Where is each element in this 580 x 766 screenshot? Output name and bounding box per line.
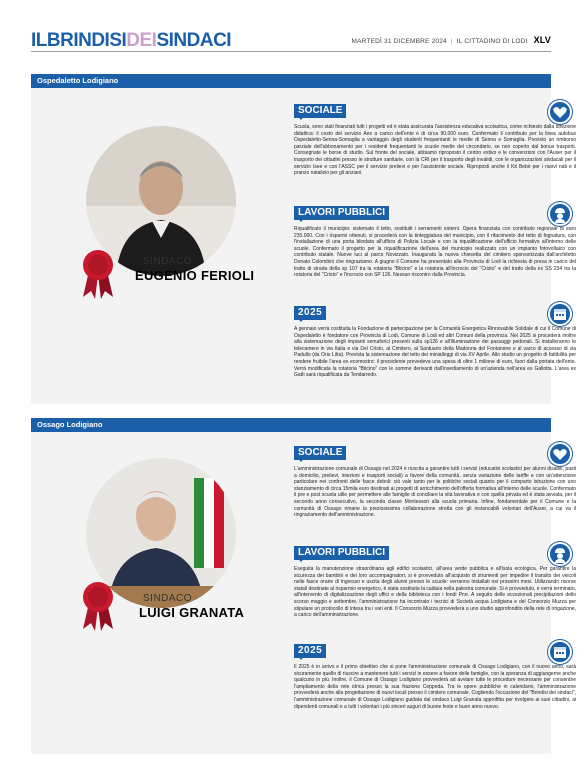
paper-name: IL CITTADINO DI LODI — [456, 38, 528, 45]
page-number: XLV — [533, 35, 551, 45]
tag-pointer — [296, 316, 306, 322]
section-title: Ospedaletto Lodigiano — [31, 74, 551, 88]
block-lavori-pubblici — [294, 542, 576, 619]
block-2025 — [294, 640, 576, 710]
mayor-role: SINDACO — [143, 593, 193, 604]
tag-lavori-pubblici: LAVORI PUBBLICI — [294, 546, 389, 560]
masthead — [31, 30, 551, 52]
worker-icon — [548, 202, 572, 226]
calendar-icon — [548, 302, 572, 326]
mayor-role: SINDACO — [143, 256, 193, 267]
block-text: L'amministrazione comunale di Ossago nel 2024 è riuscita a garantire tutti i servizi (educativi scolastici per alunni disabili, pasti a domicilio, prelievi, iniezioni e trasporti sociali) a favore della comunità, senza variazione delle tariffe e con un'attenzione particolare nei confronti delle fasce deboli: ciò vale tanto per le politiche sociali quanto per il comparto istruzione con uno stanziamento di circa 15mila euro destinati ai progetti di arricchimento dell'offerta formativa all'interno delle scuole. Confermato il pre e post scuola utile per permettere alle famiglie di conciliare la vita lavorativa e con quella privata ed è stata avviata, per il secondo anno consecutivo, la seconda classe Montessori alla scuola primaria. Infine, fondamentale per il Comune e la comunità di Ossago rimane la preziosissima collaborazione stretta con gli instancabili volontari dell'Auser, a cui va il ringraziamento dell'amministrazione. — [294, 466, 576, 519]
tag-pointer — [296, 114, 306, 120]
tag-lavori-pubblici: LAVORI PUBBLICI — [294, 206, 389, 220]
worker-icon — [548, 542, 572, 566]
brand-part-3: SINDACI — [156, 30, 232, 51]
calendar-icon — [548, 640, 572, 664]
block-sociale — [294, 442, 576, 519]
heart-icon — [548, 100, 572, 124]
brand-part-1: ILBRINDISI — [31, 30, 127, 51]
tag-sociale: SOCIALE — [294, 446, 346, 460]
tag-sociale: SOCIALE — [294, 104, 346, 118]
section-ospedaletto — [31, 74, 576, 404]
tag-pointer — [296, 216, 306, 222]
block-text: Il 2025 è in arrivo e il primo obiettivo che si pone l'amministrazione comunale di Ossago Lodigiano, con il nuovo anno, sarà sicuramente quello di riuscire a mantenere tutti i servizi in essere a favore delle famiglie, con la speranza di aggiungerne anche qualcuno in più. Inoltre, il Comune di Ossago Lodigiano provvederà ad avviare tutte le procedure necessarie per consentire l'ampliamento della rete idrica presso la sua frazione Ceppeda. Tra le opere pubbliche in calendario, l'amministrazione provvederà anche alla progettazione di nuovi loculi presso il cimitero comunale. Cogliendo l'occasione del "Brindisi dei sindaci", l'amministrazione comunale di Ossago Lodigiano guidata dal sindaco Luigi Granata approfitta per rivolgere ai suoi cittadini, ai dipendenti comunali e a tutti i volontari i più sinceri auguri di buone feste e buon anno nuovo. — [294, 664, 576, 710]
tag-2025: 2025 — [294, 306, 326, 320]
mayor-name: LUIGI GRANATA — [139, 605, 245, 620]
tag-pointer — [296, 456, 306, 462]
block-text: A gennaio verrà costituita la Fondazione di partecipazione per la Comunità Energetica Rinnovabile Solidale di cui il Comune di Ospedaletto è fondatore con Provincia di Lodi, Comune di Lodi ed altri Comuni della provincia. Nel 2025 si procederà inoltre alla sistemazione degli impianti semaforici presenti sulla sp126 e all'illuminazione dei passaggi pedonali. Si installeranno le telecamere in via Italia e via Del Cristo, al Cimitero, al Santuario della Madonna del Fontanone e al varco di accesso di via Padullo (da Orio Litta). Prevista la sistemazione del tetto dei minialloggi di via XV Aprile. Allo studio un progetto di fattibilità per rendere fruibile l'area ex ecomostro: il precedente prevedeva una spesa di oltre 1 milione di euro, fuori dalla portata dell'ente. Verrà modificata la rotatoria "Bticino" con le somme derivanti dall'insediamento di un'azienda nell'area ex Gallotta. L'area ex Gatti sarà riqualificata da Tendarredo. — [294, 326, 576, 379]
block-text: Scuola, sono stati finanziati tutti i progetti ed è stata assicurata l'assistenza educativa scolastica, come richiesto dalla direzione didattica: il costo del servizio Aes a carico dell'ente è di circa 90.000 euro. Confermato il contributo per la linea autobus Ospedaletto-Senna-Somaglia a vantaggio degli studenti frequentanti le medie di Senna e Somaglia. Previsto un rimborso parziale dell'abbonamento per i residenti frequentanti le scuole medie del circondario, se non coperto dal bonus trasporti. Consegnate le borse di studio. Sul fronte del sociale, abbiamo riproposto il centro estivo e le convenzioni con l'Auser per il trasporto dei cittadini presso le strutture sanitarie, con la CRI per il trasporto degli invalidi, con le organizzazioni sindacali per il servizio Isee e con l'ASSC per il servizio prelievi e per l'assistente sociale. Riproposti anche il Kit Bebè per i nuovi nati e il pranzo natalizio per gli anziani. — [294, 124, 576, 177]
block-sociale — [294, 100, 576, 177]
tag-pointer — [296, 556, 306, 562]
mayor-name: EUGENIO FERIOLI — [135, 268, 255, 283]
block-lavori-pubblici — [294, 202, 576, 279]
masthead-meta: MARTEDÌ 31 DICEMBRE 2024 | IL CITTADINO DI LODI XLV — [351, 35, 551, 45]
brand-part-2: DEI — [126, 30, 157, 51]
block-text: Eseguita la manutenzione straordinaria agli edifici scolastici, all'area verde pubblica e all'isola ecologica. Per garantire la sicurezza dei bambini e dei loro accompagnatori, si è provveduto all'acquisto di strumenti per impedire il transito dei veicoli nelle fasce orarie di ingresso e uscita degli alunni presso le scuole: verranno installati nei prossimi mesi. Utilizzando risorse statali destinate al risparmio energetico, è stata sostituita la caldaia nella palestra comunale. Si è provveduto, e verrà terminato, all'intervento di digitalizzazione degli uffici e della biblioteca con i fondi Pnrr. A seguito delle eccezionali precipitazioni dello scorso maggio e settembre, l'amministrazione ha incontrato i tecnici di Società acqua Lodigiana e del Consorzio Muzza per stipulare un protocollo di intesa tra i vari enti. Il Consorzio Muzza provvederà a uno studio approfondito della rete di irrigazione, a carico dell'amministrazione. — [294, 566, 576, 619]
section-ossago — [31, 418, 576, 754]
brand-title — [31, 30, 231, 52]
rosette-icon — [79, 581, 117, 631]
tag-pointer — [296, 654, 306, 660]
heart-icon — [548, 442, 572, 466]
section-title: Ossago Lodigiano — [31, 418, 551, 432]
issue-date: MARTEDÌ 31 DICEMBRE 2024 — [351, 38, 447, 45]
tag-2025: 2025 — [294, 644, 326, 658]
block-text: Riqualificato il municipio: sistemato il tetto, sostituiti i serramenti esterni. Opera finanziata con contributo regionale di euro 235.000. Con i risparmi ottenuti, si procederà con la tinteggiatura del municipio, con il rifacimento del tetto di fognatura, con l'installazione di una porta blindata all'ufficio di Polizia Locale e con la riqualificazione dell'ufficio formativo all'interno delle scuole. Confermato il progetto per la riqualificazione dell'area del municipio realizzato con un impianto fotovoltaico con contributo statale. Nuove luci al parco Novizzato. Inaugurata la nuova chiesetta del cimitero sponsorizzata dall'architetto Donato Colombini che ringraziamo. A giugno il Comune ha presentato alla Provincia di Lodi la richiesta di presa in carico del tratto di strada della sp 107 tra la rotatoria "Bticino" e la rotatoria all'incrocio del "Cristo" e del tratto della ex SS 234 tra la rotatoria del "Cristo" e l'incrocio con SP 126. Nessun riscontro dalla Provincia. — [294, 226, 576, 279]
rosette-icon — [79, 249, 117, 299]
block-2025 — [294, 302, 576, 379]
